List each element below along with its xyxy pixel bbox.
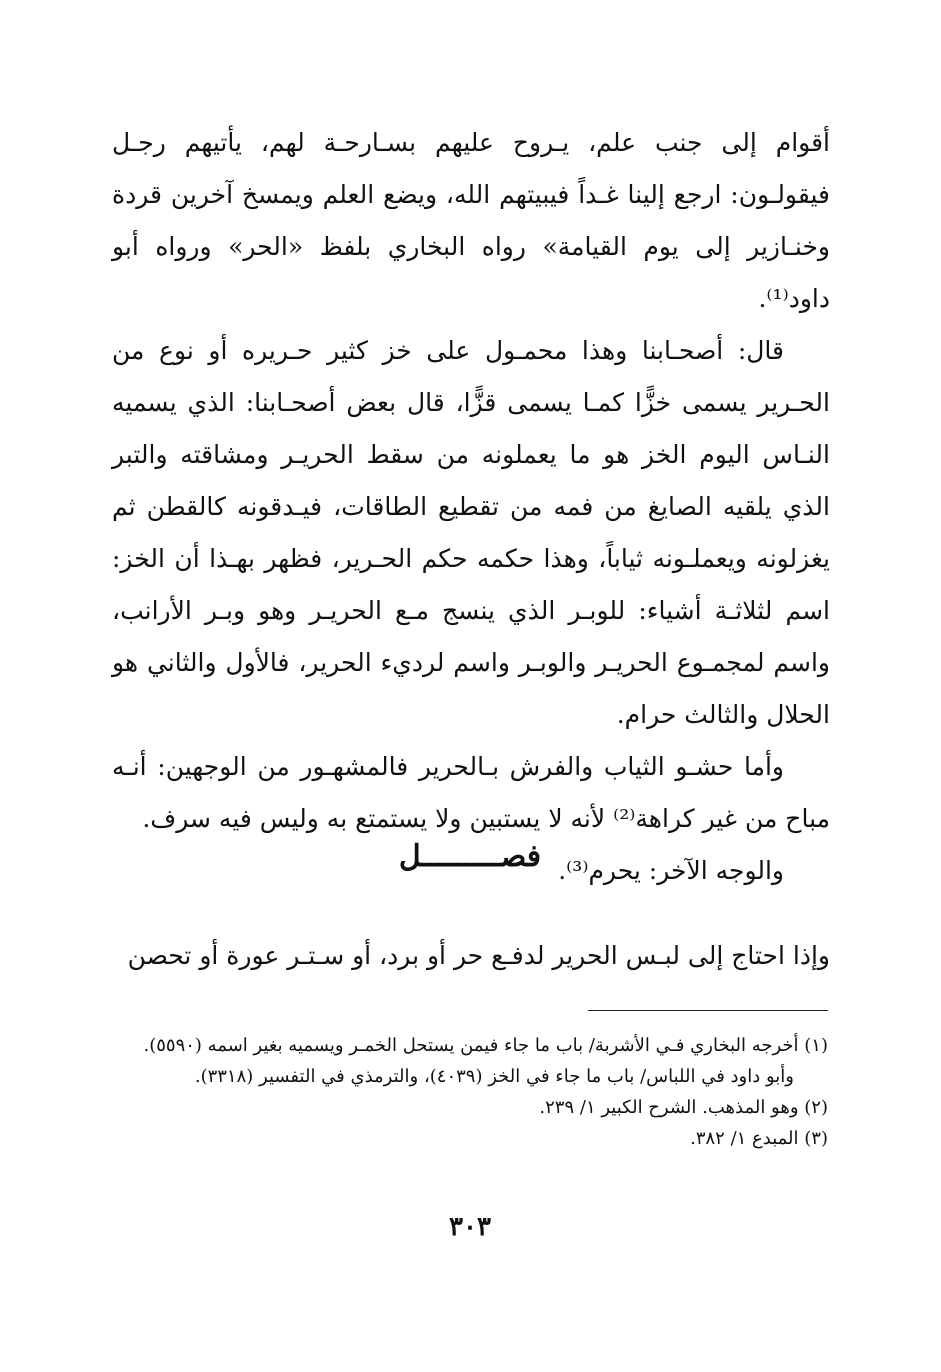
footnote-divider bbox=[588, 1010, 828, 1011]
section-first-line: وإذا احتاج إلى لبـس الحرير لدفـع حر أو برد، أو سـتـر عورة أو تحصن bbox=[127, 941, 830, 970]
main-text-block bbox=[112, 117, 830, 897]
footnote-3: (٣) المبدع ١/ ٣٨٢. bbox=[690, 1128, 828, 1149]
paragraph-2: قال: أصحـابنا وهذا محمـول على خز كثير حـريره أو نوع من الحـرير يسمى خزًّا كمـا يسمى قزًّا، قال بعض أصحـابنا: الذي يسميه النـاس اليوم الخز هو ما يعملونه من سقط الحريـر ومشاقته والتبر الذي يلقيه الصايغ من فمه من تقطيع الطاقات، فيـدقونه كالقطن ثم يغزلونه ويعملـونه ثياباً، وهذا حكمه حكم الحـرير، فظهر بهـذا أن الخز: اسم لثلاثـة أشياء: للوبـر الذي ينسج مـع الحريـر وهو وبـر الأرانب، واسم لمجمـوع الحريـر والوبـر واسم لرديء الحرير، فالأول والثاني هو الحلال والثالث حرام. bbox=[112, 336, 830, 729]
footnote-2: (٢) وهو المذهب. الشرح الكبير ١/ ٢٣٩. bbox=[539, 1097, 828, 1118]
paragraph-3: وأما حشـو الثياب والفرش بـالحرير فالمشهـور من الوجهين: أنـه مباح من غير كراهة⁽²⁾ لأنه لا يستبين ولا يستمتع به وليس فيه سرف. bbox=[112, 752, 830, 833]
paragraph-1: أقوام إلى جنب علم، يـروح عليهم بسـارحـة لهم، يأتيهم رجـل فيقولـون: ارجع إلينا غـداً فيبيتهم الله، ويضع العلم ويمسخ آخرين قردة وخنـازير إلى يوم القيامة» رواه البخاري بلفظ «الحر» ورواه أبو داود⁽¹⁾. bbox=[112, 128, 830, 313]
section-heading-text: فصـــــــــل bbox=[398, 839, 542, 874]
footnote-1: (١) أخرجه البخاري فـي الأشربة/ باب ما جاء فيمن يستحل الخمـر ويسميه بغير اسمه (٥٥٩٠). bbox=[143, 1035, 828, 1056]
section-heading bbox=[370, 832, 570, 882]
paragraph-4: والوجه الآخر: يحرم⁽³⁾. bbox=[558, 856, 784, 885]
footnotes-block bbox=[112, 1030, 828, 1154]
footnote-1-continuation: وأبو داود في اللباس/ باب ما جاء في الخز (٤٠٣٩)، والترمذي في التفسير (٣٣١٨). bbox=[194, 1066, 794, 1087]
page-number: ٣٠٣ bbox=[449, 1212, 491, 1242]
